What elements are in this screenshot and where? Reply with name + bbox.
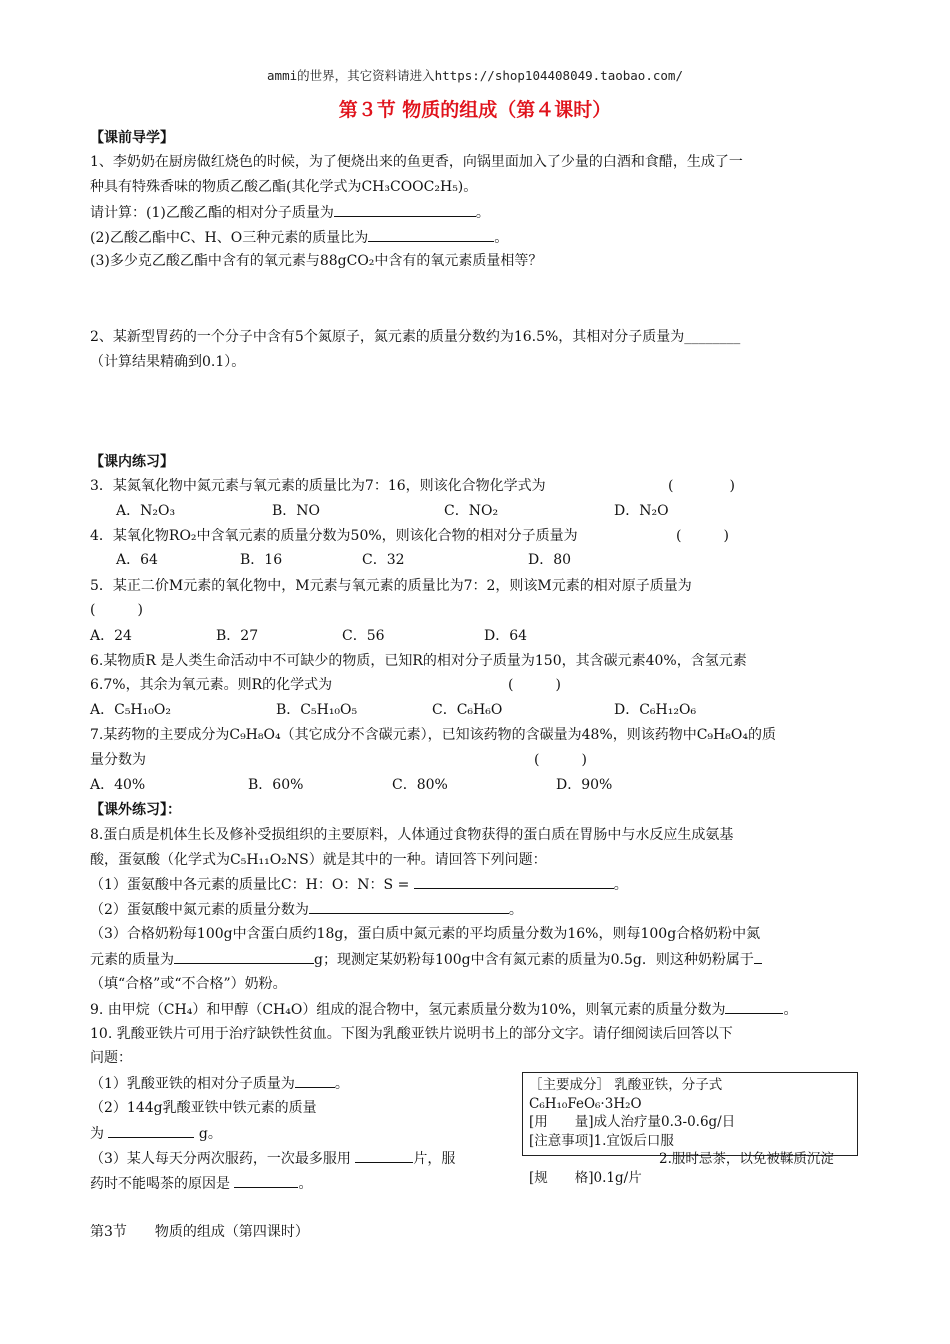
q9-end: 。	[783, 1002, 798, 1018]
q8-part1-end: 。	[613, 877, 628, 893]
q3-stem	[90, 476, 546, 496]
answer-blank[interactable]	[295, 1073, 335, 1088]
answer-blank[interactable]	[234, 1173, 298, 1188]
q3-option-d[interactable]: D．N₂O	[614, 503, 669, 519]
q6-option-c[interactable]: C．C₆H₆O	[432, 702, 503, 718]
q7-option-d[interactable]: D．90%	[556, 777, 613, 793]
q10-line1: 10. 乳酸亚铁片可用于治疗缺铁性贫血。下图为乳酸亚铁片说明书上的部分文字。请仔细阅读后回答以下	[90, 1026, 733, 1042]
q1-line1: 1、李奶奶在厨房做红烧色的时候，为了便烧出来的鱼更香，向锅里面加入了少量的白酒和食醋，生成了一	[90, 154, 743, 170]
q4-option-a[interactable]: A．64	[116, 552, 158, 568]
label-row-dosage: [用 量]成人治疗量0.3-0.6g/日	[529, 1114, 736, 1130]
q3-stem-text: 3．某氮氧化物中氮元素与氧元素的质量比为7：16，则该化合物化学式为	[90, 478, 546, 494]
q1-part3: (3)多少克乙酸乙酯中含有的氧元素与88gCO₂中含有的氧元素质量相等？	[90, 253, 543, 269]
page-header: ammi的世界，其它资料请进入https://shop104408049.taobao.com/	[267, 68, 683, 83]
section-pre: 【课前导学】	[90, 130, 174, 146]
answer-blank[interactable]	[355, 1148, 413, 1163]
q9-text: 9. 由甲烷（CH₄）和甲醇（CH₄O）组成的混合物中，氢元素质量分数为10%，则氧元素的质量分数为	[90, 1002, 726, 1018]
q8-part3-line2	[90, 949, 762, 970]
q3-option-a[interactable]: A．N₂O₃	[116, 503, 176, 519]
q7-option-c[interactable]: C．80%	[392, 777, 448, 793]
q5-option-c[interactable]: C．56	[342, 628, 385, 644]
q6-option-b[interactable]: B．C₅H₁₀O₅	[276, 702, 358, 718]
medicine-label-box	[522, 1072, 858, 1186]
label-row-formula: C₆H₁₀FeO₆·3H₂O	[529, 1095, 642, 1112]
q8-part1-text: （1）蛋氨酸中各元素的质量比C：H：O：N：S =	[90, 877, 410, 893]
q10-part3-text: （3）某人每天分两次服药，一次最多服用	[90, 1151, 351, 1167]
q7-line2: 量分数为	[90, 752, 146, 768]
q8-part2	[90, 899, 523, 920]
q1-line2: 种具有特殊香味的物质乙酸乙酯(其化学式为CH₃COOC₂H₅)。	[90, 179, 478, 195]
q4-option-c[interactable]: C．32	[362, 552, 405, 568]
q8-part1	[90, 874, 628, 895]
q5-option-a[interactable]: A．24	[90, 628, 132, 644]
q8-part3-line1: （3）合格奶粉每100g中含蛋白质约18g，蛋白质中氮元素的平均质量分数为16%，则每100g合格奶粉中氮	[90, 926, 761, 942]
q10-part1-text: （1）乳酸亚铁的相对分子质量为	[90, 1076, 295, 1092]
q7-option-a[interactable]: A．40%	[90, 777, 146, 793]
answer-blank[interactable]	[725, 999, 783, 1014]
q6-line2: 6.7%，其余为氧元素。则R的化学式为	[90, 677, 333, 693]
label-row-notes: [注意事项]1.宜饭后口服	[529, 1132, 674, 1149]
q4-option-d[interactable]: D．80	[528, 552, 572, 568]
footer-title: 第3节 物质的组成（第四课时）	[90, 1224, 309, 1240]
section-outclass: 【课外练习】：	[90, 802, 181, 818]
q10-line2: 问题：	[90, 1050, 132, 1066]
answer-blank[interactable]	[309, 899, 509, 914]
q10-part3-end: 。	[298, 1176, 313, 1192]
q8-part3-line3: （填“合格”或“不合格”）奶粉。	[90, 976, 287, 992]
q10-part1-end: 。	[334, 1076, 349, 1092]
answer-blank[interactable]	[754, 949, 762, 964]
q6-line1: 6.某物质R 是人类生命活动中不可缺少的物质，已知R的相对分子质量为150，其含碳元素40%，含氢元素	[90, 653, 747, 669]
q5-option-d[interactable]: D．64	[484, 628, 528, 644]
q5-paren: ( )	[90, 602, 143, 618]
q7-paren: ( )	[534, 752, 587, 768]
q6-option-a[interactable]: A．C₅H₁₀O₂	[90, 702, 171, 718]
q1-part1-end: 。	[475, 205, 490, 221]
q4-option-b[interactable]: B．16	[240, 552, 283, 568]
q10-part2-end: g。	[198, 1126, 222, 1142]
q7-option-b[interactable]: B．60%	[248, 777, 304, 793]
q2-line2: （计算结果精确到0.1）。	[90, 354, 246, 370]
q8-part3-text: 元素的质量为	[90, 952, 174, 968]
section-inclass: 【课内练习】	[90, 454, 174, 470]
q1-part1-text: 请计算：(1)乙酸乙酯的相对分子质量为	[90, 205, 334, 221]
q5-stem: 5．某正二价M元素的氧化物中，M元素与氧元素的质量比为7：2，则该M元素的相对原子质量为	[90, 578, 692, 594]
answer-blank[interactable]	[174, 949, 314, 964]
label-row-notes-2: 2.服时忌茶，以免被鞣质沉淀	[659, 1151, 834, 1167]
q10-part3-line1	[90, 1148, 455, 1169]
q1-part2	[90, 227, 508, 248]
q4-paren: ( )	[676, 528, 729, 544]
label-row-spec: [规 格]0.1g/片	[529, 1169, 642, 1186]
answer-blank[interactable]	[368, 227, 494, 242]
q1-part2-text: (2)乙酸乙酯中C、H、O三种元素的质量比为	[90, 230, 369, 246]
q9	[90, 999, 797, 1020]
q10-part1	[90, 1073, 349, 1094]
q8-part2-end: 。	[508, 902, 523, 918]
q3-option-c[interactable]: C．NO₂	[444, 503, 499, 519]
label-row-ingredients: ［主要成分］ 乳酸亚铁，分子式	[529, 1077, 723, 1093]
q8-part3-cont: g；现测定某奶粉每100g中含有氮元素的质量为0.5g．则这种奶粉属于	[314, 952, 754, 968]
q3-paren: ( )	[668, 478, 735, 494]
q8-line1: 8.蛋白质是机体生长及修补受损组织的主要原料，人体通过食物获得的蛋白质在胃肠中与水反应生成氨基	[90, 827, 734, 843]
q7-line1: 7.某药物的主要成分为C₉H₈O₄（其它成分不含碳元素），已知该药物的含碳量为48%，则该药物中C₉H₈O₄的质	[90, 727, 776, 743]
q6-option-d[interactable]: D．C₆H₁₂O₆	[614, 702, 697, 718]
q4-stem: 4．某氧化物RO₂中含氧元素的质量分数为50%，则该化合物的相对分子质量为	[90, 528, 578, 544]
answer-blank[interactable]	[334, 202, 476, 217]
q1-part1	[90, 202, 490, 223]
q10-part2-text: 为	[90, 1126, 104, 1142]
q10-part2-line1: （2）144g乳酸亚铁中铁元素的质量	[90, 1100, 317, 1116]
answer-blank[interactable]	[414, 874, 614, 889]
answer-blank[interactable]	[108, 1123, 194, 1138]
q8-part2-text: （2）蛋氨酸中氮元素的质量分数为	[90, 902, 309, 918]
q5-option-b[interactable]: B．27	[216, 628, 259, 644]
q10-part3-line2	[90, 1173, 312, 1194]
q6-paren: ( )	[508, 677, 561, 693]
q3-option-b[interactable]: B．NO	[272, 503, 321, 519]
q8-line2: 酸，蛋氨酸（化学式为C₅H₁₁O₂NS）就是其中的一种。请回答下列问题：	[90, 852, 547, 868]
page-title: 第３节 物质的组成（第４课时）	[338, 99, 612, 121]
q2-line1: 2、某新型胃药的一个分子中含有5个氮原子，氮元素的质量分数约为16.5%，其相对分子质量为________	[90, 329, 741, 345]
q1-part2-end: 。	[494, 230, 509, 246]
q10-part3-cont: 片，服	[413, 1151, 456, 1167]
q10-part3-text2: 药时不能喝茶的原因是	[90, 1176, 230, 1192]
q10-part2-line2	[90, 1123, 222, 1144]
